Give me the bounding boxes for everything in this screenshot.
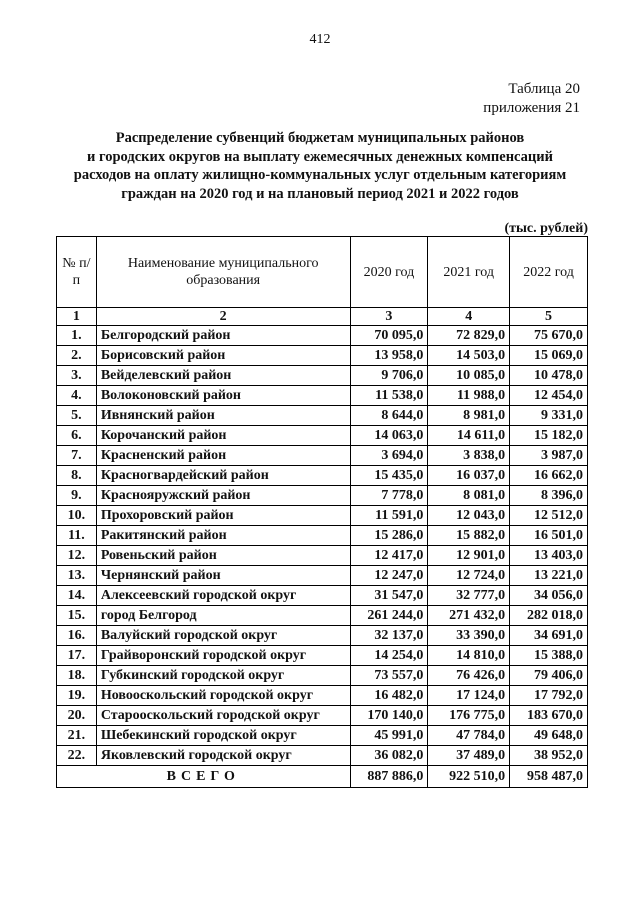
value-2021: 12 901,0	[428, 546, 510, 566]
value-2021: 11 988,0	[428, 386, 510, 406]
row-number: 18.	[57, 666, 97, 686]
row-number: 14.	[57, 586, 97, 606]
value-2020: 15 286,0	[350, 526, 428, 546]
value-2020: 45 991,0	[350, 726, 428, 746]
municipality-name: Чернянский район	[96, 566, 350, 586]
row-number: 5.	[57, 406, 97, 426]
table-row	[57, 506, 588, 526]
header-2021: 2021 год	[428, 237, 510, 308]
value-2020: 13 958,0	[350, 346, 428, 366]
value-2021: 16 037,0	[428, 466, 510, 486]
total-2021: 922 510,0	[428, 766, 510, 788]
value-2020: 14 063,0	[350, 426, 428, 446]
value-2021: 72 829,0	[428, 326, 510, 346]
value-2022: 13 403,0	[510, 546, 588, 566]
municipality-name: Борисовский район	[96, 346, 350, 366]
total-2020: 887 886,0	[350, 766, 428, 788]
table-row	[57, 686, 588, 706]
value-2022: 8 396,0	[510, 486, 588, 506]
municipality-name: Белгородский район	[96, 326, 350, 346]
total-row	[57, 766, 588, 788]
value-2022: 16 501,0	[510, 526, 588, 546]
value-2021: 12 043,0	[428, 506, 510, 526]
column-number: 3	[350, 308, 428, 326]
value-2021: 176 775,0	[428, 706, 510, 726]
value-2020: 36 082,0	[350, 746, 428, 766]
value-2021: 76 426,0	[428, 666, 510, 686]
value-2022: 13 221,0	[510, 566, 588, 586]
table-row	[57, 446, 588, 466]
municipality-name: Ракитянский район	[96, 526, 350, 546]
row-number: 13.	[57, 566, 97, 586]
value-2020: 70 095,0	[350, 326, 428, 346]
value-2020: 73 557,0	[350, 666, 428, 686]
value-2021: 32 777,0	[428, 586, 510, 606]
value-2020: 3 694,0	[350, 446, 428, 466]
value-2022: 34 691,0	[510, 626, 588, 646]
municipality-name: Вейделевский район	[96, 366, 350, 386]
row-number: 2.	[57, 346, 97, 366]
header-2022: 2022 год	[510, 237, 588, 308]
municipality-name: Алексеевский городской округ	[96, 586, 350, 606]
value-2022: 75 670,0	[510, 326, 588, 346]
table-row	[57, 466, 588, 486]
value-2021: 10 085,0	[428, 366, 510, 386]
value-2020: 11 591,0	[350, 506, 428, 526]
value-2022: 15 182,0	[510, 426, 588, 446]
total-2022: 958 487,0	[510, 766, 588, 788]
table-row	[57, 646, 588, 666]
row-number: 4.	[57, 386, 97, 406]
row-number: 7.	[57, 446, 97, 466]
table-row	[57, 386, 588, 406]
document-title	[40, 129, 600, 203]
row-number: 21.	[57, 726, 97, 746]
table-row	[57, 366, 588, 386]
units-label: (тыс. рублей)	[504, 221, 588, 236]
row-number: 16.	[57, 626, 97, 646]
value-2020: 9 706,0	[350, 366, 428, 386]
value-2021: 3 838,0	[428, 446, 510, 466]
municipality-name: город Белгород	[96, 606, 350, 626]
value-2020: 32 137,0	[350, 626, 428, 646]
municipality-name: Волоконовский район	[96, 386, 350, 406]
value-2021: 33 390,0	[428, 626, 510, 646]
header-num: № п/п	[57, 237, 97, 308]
row-number: 6.	[57, 426, 97, 446]
value-2022: 12 454,0	[510, 386, 588, 406]
value-2021: 17 124,0	[428, 686, 510, 706]
row-number: 3.	[57, 366, 97, 386]
table-row	[57, 586, 588, 606]
row-number: 19.	[57, 686, 97, 706]
column-number: 4	[428, 308, 510, 326]
column-number: 5	[510, 308, 588, 326]
value-2020: 11 538,0	[350, 386, 428, 406]
table-row	[57, 666, 588, 686]
value-2020: 15 435,0	[350, 466, 428, 486]
table-row	[57, 626, 588, 646]
value-2022: 282 018,0	[510, 606, 588, 626]
value-2020: 8 644,0	[350, 406, 428, 426]
value-2022: 10 478,0	[510, 366, 588, 386]
table-body	[57, 326, 588, 766]
row-number: 9.	[57, 486, 97, 506]
value-2022: 79 406,0	[510, 666, 588, 686]
total-label: ВСЕГО	[57, 766, 351, 788]
municipality-name: Ивнянский район	[96, 406, 350, 426]
table-caption	[483, 80, 580, 118]
row-number: 17.	[57, 646, 97, 666]
table-row	[57, 346, 588, 366]
table-row	[57, 546, 588, 566]
municipality-name: Красногвардейский район	[96, 466, 350, 486]
municipality-name: Прохоровский район	[96, 506, 350, 526]
value-2021: 47 784,0	[428, 726, 510, 746]
column-number: 2	[96, 308, 350, 326]
value-2020: 31 547,0	[350, 586, 428, 606]
value-2022: 3 987,0	[510, 446, 588, 466]
table-row	[57, 706, 588, 726]
municipality-name: Шебекинский городской округ	[96, 726, 350, 746]
municipality-name: Губкинский городской округ	[96, 666, 350, 686]
row-number: 10.	[57, 506, 97, 526]
title-line: граждан на 2020 год и на плановый период 2021 и 2022 годов	[121, 185, 519, 202]
table-row	[57, 426, 588, 446]
subsidy-table	[56, 236, 588, 788]
row-number: 15.	[57, 606, 97, 626]
municipality-name: Ровеньский район	[96, 546, 350, 566]
value-2020: 14 254,0	[350, 646, 428, 666]
row-number: 1.	[57, 326, 97, 346]
table-row	[57, 486, 588, 506]
value-2021: 8 081,0	[428, 486, 510, 506]
value-2021: 37 489,0	[428, 746, 510, 766]
value-2022: 9 331,0	[510, 406, 588, 426]
value-2022: 17 792,0	[510, 686, 588, 706]
value-2021: 12 724,0	[428, 566, 510, 586]
value-2021: 14 810,0	[428, 646, 510, 666]
value-2021: 14 503,0	[428, 346, 510, 366]
table-row	[57, 526, 588, 546]
value-2020: 16 482,0	[350, 686, 428, 706]
caption-appendix: приложения 21	[483, 100, 580, 116]
value-2022: 16 662,0	[510, 466, 588, 486]
header-row	[57, 237, 588, 308]
value-2021: 271 432,0	[428, 606, 510, 626]
value-2022: 183 670,0	[510, 706, 588, 726]
title-line: расходов на оплату жилищно-коммунальных услуг отдельным категориям	[73, 167, 567, 183]
header-2020: 2020 год	[350, 237, 428, 308]
value-2022: 12 512,0	[510, 506, 588, 526]
value-2021: 14 611,0	[428, 426, 510, 446]
value-2020: 7 778,0	[350, 486, 428, 506]
row-number: 22.	[57, 746, 97, 766]
table-row	[57, 406, 588, 426]
table-row	[57, 606, 588, 626]
municipality-name: Яковлевский городской округ	[96, 746, 350, 766]
column-number: 1	[57, 308, 97, 326]
page-number: 412	[309, 32, 331, 47]
municipality-name: Новооскольский городской округ	[96, 686, 350, 706]
value-2020: 261 244,0	[350, 606, 428, 626]
caption-table-number: Таблица 20	[508, 81, 580, 97]
value-2022: 15 388,0	[510, 646, 588, 666]
municipality-name: Валуйский городской округ	[96, 626, 350, 646]
row-number: 12.	[57, 546, 97, 566]
value-2020: 170 140,0	[350, 706, 428, 726]
value-2022: 38 952,0	[510, 746, 588, 766]
row-number: 20.	[57, 706, 97, 726]
table-row	[57, 726, 588, 746]
municipality-name: Грайворонский городской округ	[96, 646, 350, 666]
municipality-name: Красненский район	[96, 446, 350, 466]
column-number-row	[57, 308, 588, 326]
row-number: 11.	[57, 526, 97, 546]
title-line: и городских округов на выплату ежемесячных денежных компенсаций	[87, 148, 553, 165]
table-row	[57, 326, 588, 346]
municipality-name: Краснояружский район	[96, 486, 350, 506]
municipality-name: Корочанский район	[96, 426, 350, 446]
table-row	[57, 566, 588, 586]
value-2022: 15 069,0	[510, 346, 588, 366]
row-number: 8.	[57, 466, 97, 486]
value-2021: 8 981,0	[428, 406, 510, 426]
value-2020: 12 417,0	[350, 546, 428, 566]
value-2021: 15 882,0	[428, 526, 510, 546]
municipality-name: Старооскольский городской округ	[96, 706, 350, 726]
header-name: Наименование муниципального образования	[96, 237, 350, 308]
table-row	[57, 746, 588, 766]
title-line: Распределение субвенций бюджетам муниципальных районов	[115, 130, 525, 146]
value-2022: 49 648,0	[510, 726, 588, 746]
value-2020: 12 247,0	[350, 566, 428, 586]
value-2022: 34 056,0	[510, 586, 588, 606]
